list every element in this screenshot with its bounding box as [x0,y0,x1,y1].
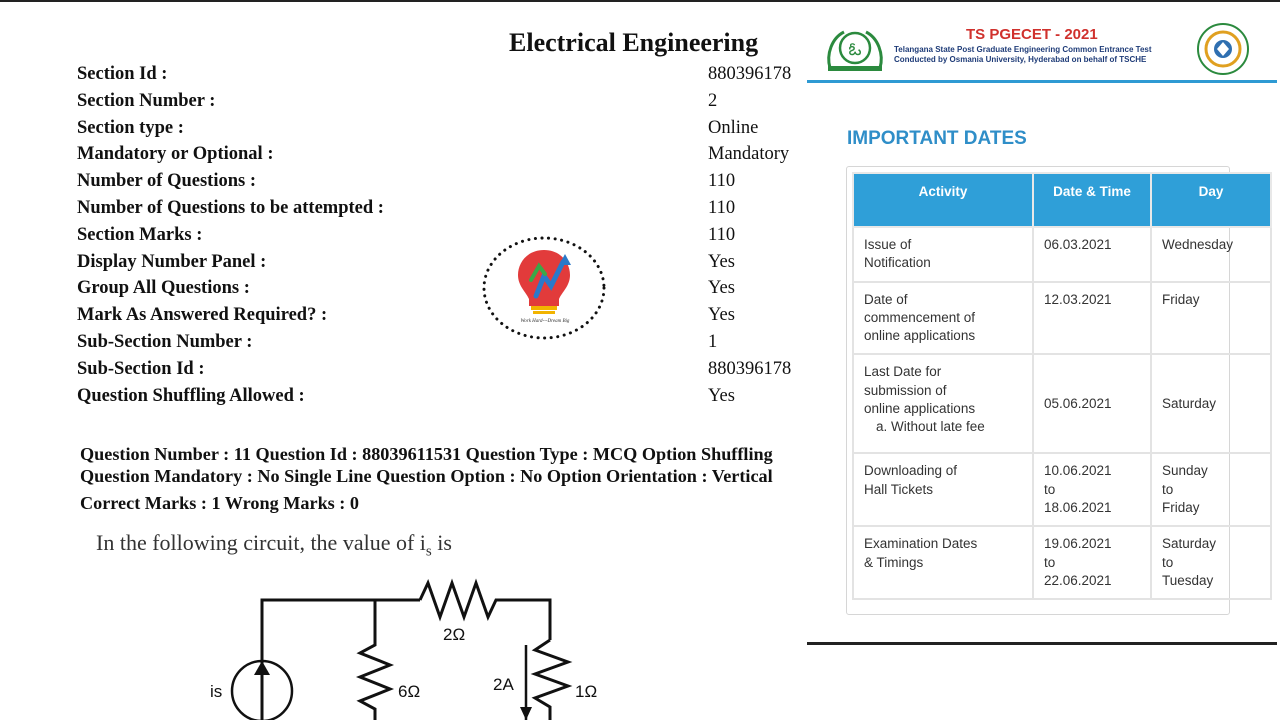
detail-value: Yes [708,385,735,406]
detail-value: 1 [708,331,718,352]
detail-row [77,278,807,305]
day-cell [1151,354,1271,453]
question-text-end: is [431,530,452,555]
detail-label: Section Number : [77,90,216,111]
top-border [0,0,1280,2]
question-meta [80,443,807,514]
detail-value: Mandatory [708,144,790,165]
detail-row [77,171,807,198]
activity-line: a. Without late fee [876,419,985,435]
activity-line: Date of [864,291,908,307]
date-line: to [1044,554,1056,570]
detail-value: 110 [708,171,736,192]
detail-label: Sub-Section Id : [77,358,205,379]
date-cell [1033,354,1151,453]
activity-line: Issue of [864,237,912,252]
column-header-activity: Activity [853,173,1033,227]
day-line: to [1162,481,1174,497]
circuit-diagram [190,575,620,720]
question-text-subscript: s [425,543,432,560]
resistor-2ohm-label: 2Ω [443,625,466,644]
day-cell [1151,526,1271,599]
activity-line: & Timings [864,554,924,570]
detail-value: 880396178 [708,64,792,84]
date-cell [1033,282,1151,355]
date-cell [1033,526,1151,599]
detail-label: Mandatory or Optional : [77,144,274,165]
detail-row [77,386,807,413]
activity-line: Notification [864,255,931,271]
exam-subtitle-line1: Telangana State Post Graduate Engineering Common Entrance Test [894,45,1152,54]
current-label: 2A [493,675,514,694]
activity-line: Downloading of [864,463,958,479]
important-dates-table [852,172,1272,600]
table-row [853,282,1271,355]
table-row [853,354,1271,453]
section-details [77,64,807,412]
detail-row [77,91,807,118]
activity-line: Hall Tickets [864,481,934,497]
detail-row [77,225,807,252]
detail-row [77,118,807,145]
column-header-date: Date & Time [1033,173,1151,227]
day-line: Sunday [1162,463,1208,479]
date-line: 18.06.2021 [1044,500,1112,516]
detail-value: 2 [708,90,718,111]
day-line: Saturday [1162,536,1217,552]
detail-label: Section type : [77,117,184,138]
day-line: Saturday [1162,395,1217,411]
question-text [96,530,452,560]
source-label: is [210,682,223,701]
question-info-line: Question Number : 11 Question Id : 88039611531 Question Type : MCQ Option Shuffling [80,444,773,464]
table-header-row [853,173,1271,227]
detail-value: Online [708,117,759,138]
date-line: 12.03.2021 [1044,291,1112,307]
date-line: 06.03.2021 [1044,237,1112,252]
detail-row [77,144,807,171]
day-cell [1151,453,1271,526]
detail-value: Yes [708,305,735,326]
panel-bottom-border [807,642,1277,645]
date-line: 19.06.2021 [1044,536,1112,552]
question-text-main: In the following circuit, the value of i [96,530,426,555]
table-row [853,453,1271,526]
date-line: 10.06.2021 [1044,463,1112,479]
detail-value: Yes [708,278,735,299]
detail-label: Display Number Panel : [77,251,267,272]
detail-value: Yes [708,251,735,272]
day-line: Wednesday [1162,237,1234,252]
exam-title: TS PGECET - 2021 [966,26,1098,43]
activity-cell [853,354,1033,453]
detail-row [77,64,807,91]
day-line: to [1162,554,1174,570]
day-cell [1151,227,1271,282]
date-cell [1033,453,1151,526]
date-line: 22.06.2021 [1044,572,1112,588]
activity-cell [853,453,1033,526]
activity-line: commencement of [864,309,976,325]
detail-label: Section Id : [77,64,168,84]
table-row [853,526,1271,599]
detail-label: Section Marks : [77,224,203,245]
detail-value: 110 [708,197,736,218]
day-cell [1151,282,1271,355]
activity-cell [853,227,1033,282]
section-title: Electrical Engineering [509,28,759,57]
tsche-seal-icon [1194,22,1252,76]
detail-label: Number of Questions : [77,171,257,192]
date-line: 05.06.2021 [1044,395,1112,411]
question-marks: Correct Marks : 1 Wrong Marks : 0 [80,493,360,513]
detail-row [77,198,807,225]
activity-cell [853,282,1033,355]
header-divider [807,80,1277,83]
detail-label: Sub-Section Number : [77,331,253,352]
activity-line: Last Date for [864,364,942,380]
detail-value: 110 [708,224,736,245]
bulb-logo [481,236,607,340]
detail-label: Mark As Answered Required? : [77,305,328,326]
detail-label: Question Shuffling Allowed : [77,385,305,406]
day-line: Friday [1162,291,1200,307]
activity-line: Examination Dates [864,536,978,552]
resistor-6ohm-label: 6Ω [398,682,421,701]
detail-value: 880396178 [708,358,792,379]
osmania-emblem-icon [822,24,888,74]
date-cell [1033,227,1151,282]
activity-cell [853,526,1033,599]
activity-line: online applications [864,328,976,344]
activity-line: online applications [864,401,976,417]
exam-subtitle [894,45,1152,65]
detail-row [77,332,807,359]
detail-label: Group All Questions : [77,278,250,299]
question-options-line: Question Mandatory : No Single Line Question Option : No Option Orientation : Vertical [80,466,773,486]
logo-caption: Work Hard---Dream Big [520,319,570,324]
detail-row [77,252,807,279]
date-line: to [1044,481,1056,497]
detail-row [77,359,807,386]
exam-subtitle-line2: Conducted by Osmania University, Hyderabad on behalf of TSCHE [894,55,1147,64]
detail-row [77,305,807,332]
day-line: Tuesday [1162,572,1214,588]
resistor-1ohm-label: 1Ω [575,682,598,701]
svg-text:ఓ: ఓ [848,39,862,60]
activity-line: submission of [864,382,947,398]
table-row [853,227,1271,282]
detail-label: Number of Questions to be attempted : [77,197,384,218]
column-header-day: Day [1151,173,1271,227]
day-line: Friday [1162,500,1200,516]
important-dates-heading: IMPORTANT DATES [847,128,1027,149]
